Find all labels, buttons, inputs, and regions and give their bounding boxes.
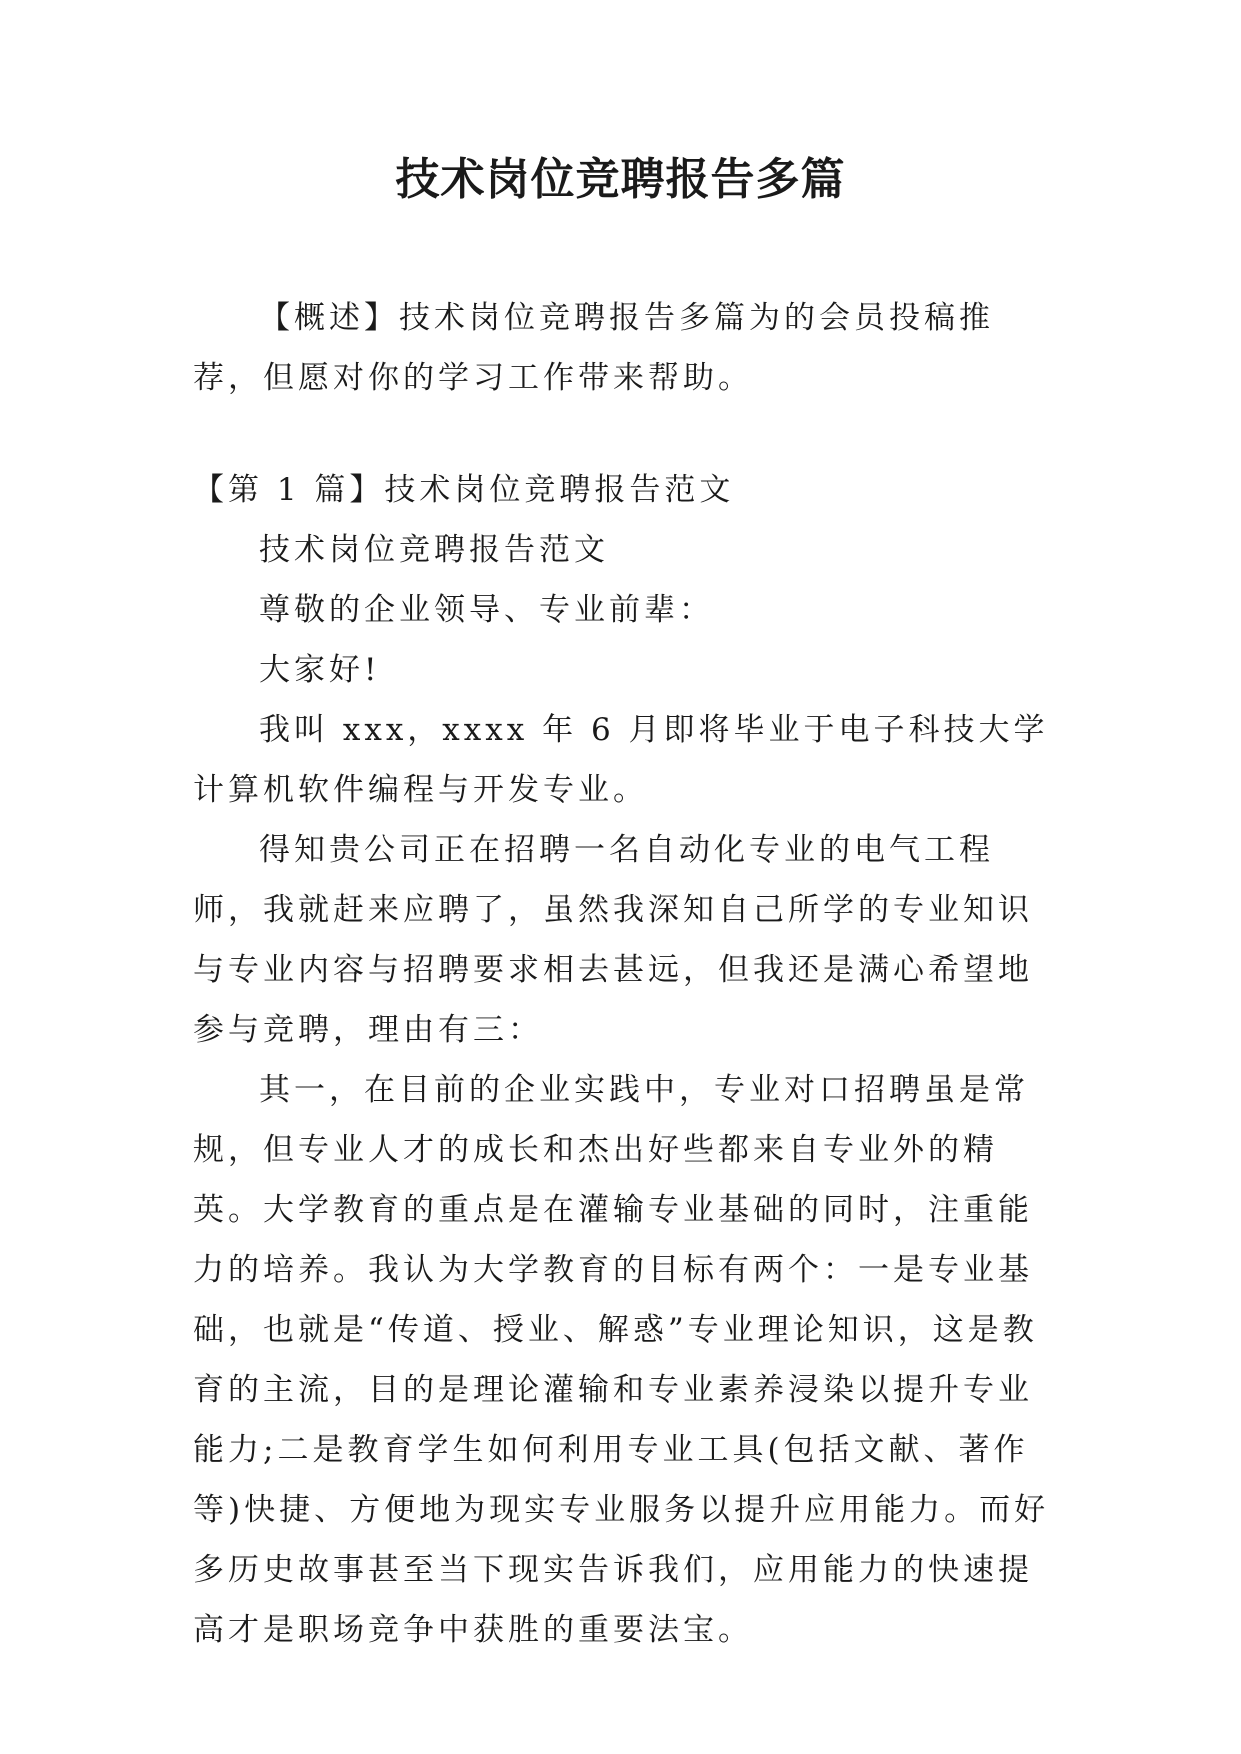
section-1 (193, 460, 1051, 1660)
paragraph: 我叫 xxx，xxxx 年 6 月即将毕业于电子科技大学计算机软件编程与开发专业。 (193, 712, 1049, 808)
paragraph: 其一，在目前的企业实践中，专业对口招聘虽是常规，但专业人才的成长和杰出好些都来自专业外的精英。大学教育的重点是在灌输专业基础的同时，注重能力的培养。我认为大学教育的目标有两个：一是专业基础，也就是“传道、授业、解惑”专业理论知识，这是教育的主流，目的是理论灌输和专业素养浸染以提升专业能力;二是教育学生如何利用专业工具(包括文献、著作等)快捷、方便地为现实专业服务以提升应用能力。而好多历史故事甚至当下现实告诉我们，应用能力的快速提高才是职场竞争中获胜的重要法宝。 (193, 1072, 1050, 1648)
paragraph: 大家好! (259, 652, 381, 688)
summary-paragraph: 【概述】技术岗位竞聘报告多篇为的会员投稿推荐，但愿对你的学习工作带来帮助。 (193, 300, 994, 396)
paragraph: 技术岗位竞聘报告范文 (259, 532, 609, 568)
paragraph: 尊敬的企业领导、专业前辈： (259, 592, 714, 628)
document-title: 技术岗位竞聘报告多篇 (395, 154, 846, 205)
section-heading: 【第 1 篇】技术岗位竞聘报告范文 (193, 472, 735, 508)
summary-block (193, 288, 1051, 408)
paragraph: 得知贵公司正在招聘一名自动化专业的电气工程师，我就赶来应聘了，虽然我深知自己所学的专业知识与专业内容与招聘要求相去甚远，但我还是满心希望地参与竞聘，理由有三： (193, 832, 1033, 1048)
